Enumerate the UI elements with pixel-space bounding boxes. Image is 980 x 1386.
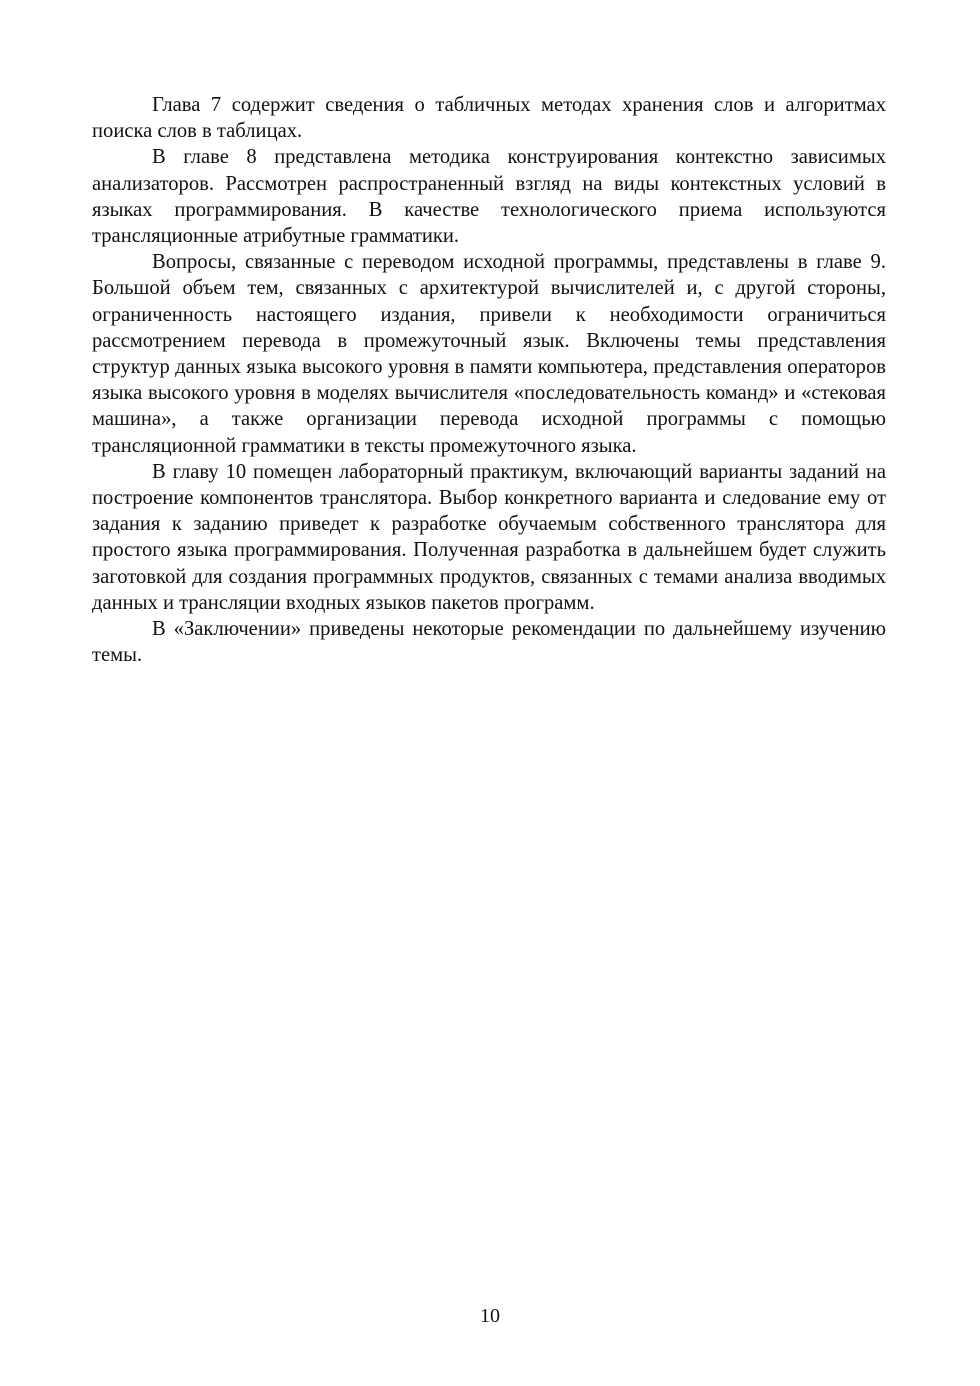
page-body <box>92 92 886 668</box>
paragraph-chapter-9: Вопросы, связанные с переводом исходной программы, представлены в главе 9. Большой объем тем, связанных с архитектурой вычислителей и, с другой стороны, ограниченность настоящего издания, привели к необходимости ограничиться рассмотрением перевода в промежуточный язык. Включены темы представления структур данных языка высокого уровня в памяти компьютера, представления операторов языка высокого уровня в моделях вычислителя «последовательность команд» и «стековая машина», а также организации перевода исходной программы с помощью трансляционной грамматики в тексты промежуточного языка. <box>92 251 886 457</box>
paragraph-chapter-10: В главу 10 помещен лабораторный практикум, включающий варианты заданий на построение компонентов транслятора. Выбор конкретного варианта и следование ему от задания к заданию приведет к разработке обучаемым собственного транслятора для простого языка программирования. Полученная разработка в дальнейшем будет служить заготовкой для создания программных продуктов, связанных с темами анализа вводимых данных и трансляции входных языков пакетов программ. <box>92 460 886 614</box>
paragraph-chapter-8: В главе 8 представлена методика конструирования контекстно зависимых анализаторов. Рассмотрен распространенный взгляд на виды контекстных условий в языках программирования. В качестве технологического приема используются трансляционные атрибутные грамматики. <box>92 146 886 248</box>
page-number: 10 <box>480 1305 500 1327</box>
paragraph-conclusion: В «Заключении» приведены некоторые рекомендации по дальнейшему изучению темы. <box>92 618 886 667</box>
paragraph-chapter-7: Глава 7 содержит сведения о табличных методах хранения слов и алгоритмах поиска слов в таблицах. <box>92 94 886 143</box>
